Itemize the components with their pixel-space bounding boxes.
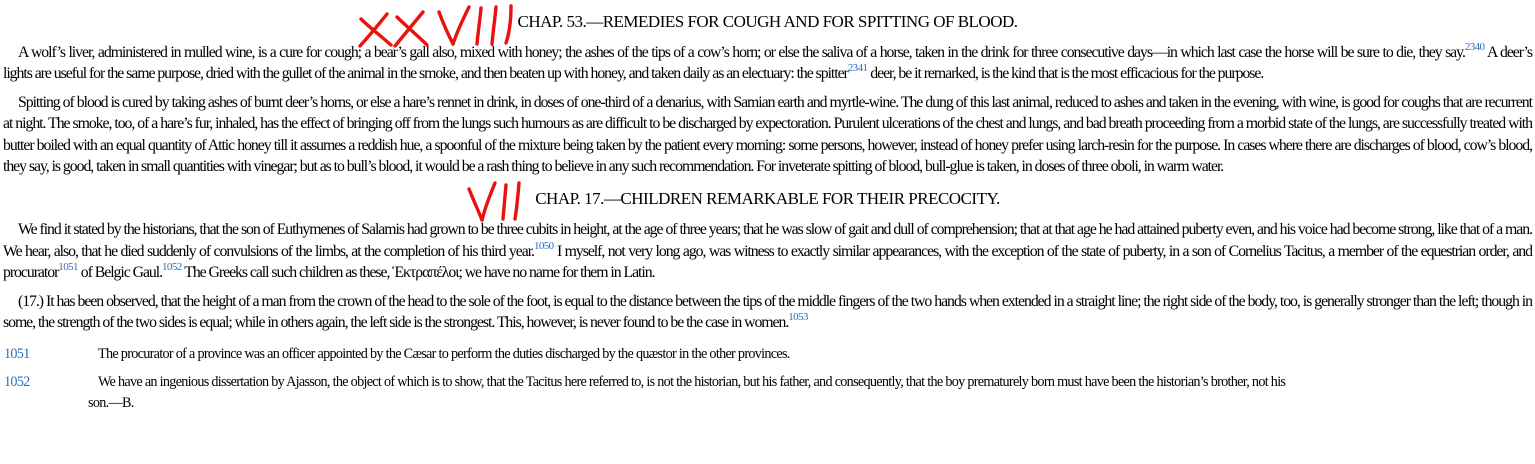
paragraph-text: Spitting of blood is cured by taking ashes of burnt deer’s horns, or else a hare’s rennet in drink, in doses of one-third of a denarius, with Samian earth and myrtle-wine. The dung of this last animal, reduced to ashes and taken in the evening, with wine, is good for coughs that are recurrent at night. The smoke, too, of a hare’s fur, inhaled, has the effect of bringing off from the lungs such humours as are difficult to be discharged by expectoration. Purulent ulcerations of the chest and lungs, and bad breath proceeding from a morbid state of the lungs, are successfully treated with butter boiled with an equal quantity of Attic honey till it assumes a reddish hue, a spoonful of the mixture being taken by the patient every morning: some persons, however, instead of honey prefer using larch-resin for the purpose. In cases where there are discharges of blood, cow’s blood, they say, is good, taken in small quantities with vinegar; but as to bull’s blood, it would be a rash thing to believe in any such recommendation. For inveterate spitting of blood, bull-glue is taken, in doses of three oboli, in warm water. [3,93,1532,176]
paragraph-text: We find it stated by the historians, that the son of Euthymenes of Salamis had grown to be three cubits in height, at the age of three years; that he was slow of gait and dull of comprehension; that at that age he had attained puberty even, and his voice had become strong, like that of a man. We hear, also, that he died suddenly of convulsions of the limbs, at the completion of his third year. [3,221,1532,260]
footnotes-section [3,344,1532,414]
chapter-17-title: CHAP. 17.—CHILDREN REMARKABLE FOR THEIR PRECOCITY. [535,189,1000,209]
footnote-ref-1050[interactable]: 1050 [533,239,554,252]
paragraph-text: The Greeks call such children as these, Ἑκτραπέλοι; we have no name for them in Latin. [181,264,655,282]
footnote-number-1051[interactable]: 1051 [4,346,30,363]
chapter-17-heading-row [3,189,1532,211]
paragraph-height-of-man [3,291,1532,334]
footnote-ref-2341[interactable]: 2341 [847,62,868,75]
footnote-ref-1053[interactable]: 1053 [788,310,808,323]
paragraph-text: deer, be it remarked, is the kind that is the most efficacious for the purpose. [867,65,1264,83]
paragraph-cough-remedies [3,42,1532,85]
footnote-1051 [3,344,1532,365]
footnote-text: The procurator of a province was an officer appointed by the Cæsar to perform the duties discharged by the quæstor in the other provinces. [98,346,790,363]
paragraph-spitting-of-blood [3,92,1532,178]
footnote-number-1052[interactable]: 1052 [4,374,30,391]
chapter-53-heading-row [3,12,1532,34]
footnote-ref-1051[interactable]: 1051 [58,260,78,273]
paragraph-text: I myself, not very long ago, was witness to exactly similar appearances, with the exception of the state of puberty, in a son of Cornelius Tacitus, a member of the equestrian order, and procurator [3,242,1532,282]
paragraph-text: of Belgic Gaul. [77,264,163,282]
chapter-53-title: CHAP. 53.—REMEDIES FOR COUGH AND FOR SPITTING OF BLOOD. [517,12,1018,31]
paragraph-text: A deer’s lights are useful for the same purpose, dried with the gullet of the animal in the smoke, and then beaten up with honey, and taken daily as an electuary: the spitter [3,44,1532,83]
footnote-text: We have an ingenious dissertation by Ajasson, the object of which is to show, that the Tacitus here referred to, is not the historian, but his father, and consequently, that the boy prematurely born must have been the historian’s brother, not his son.—B. [88,374,1286,412]
footnote-1052 [3,372,1532,414]
footnote-ref-1052[interactable]: 1052 [162,260,182,273]
handwritten-numeral-vii-icon [464,180,526,224]
footnote-ref-2340[interactable]: 2340 [1464,40,1485,53]
paragraph-text: A wolf’s liver, administered in mulled wine, is a cure for cough; a bear’s gall also, mixed with honey; the ashes of the tips of a cow’s horn; or else the saliva of a horse, taken in the drink for three consecutive days—in which last case the horse will be sure to die, they say. [18,44,1465,61]
paragraph-precocious-children [3,219,1532,283]
paragraph-text: (17.) It has been observed, that the height of a man from the crown of the head to the sole of the foot, is equal to the distance between the tips of the middle fingers of the two hands when extended in a straight line; the right side of the body, too, is generally stronger than the left; though in some, the strength of the two sides is equal; while in others again, the left side is the strongest. This, however, is never found to be the case in women. [3,292,1532,332]
